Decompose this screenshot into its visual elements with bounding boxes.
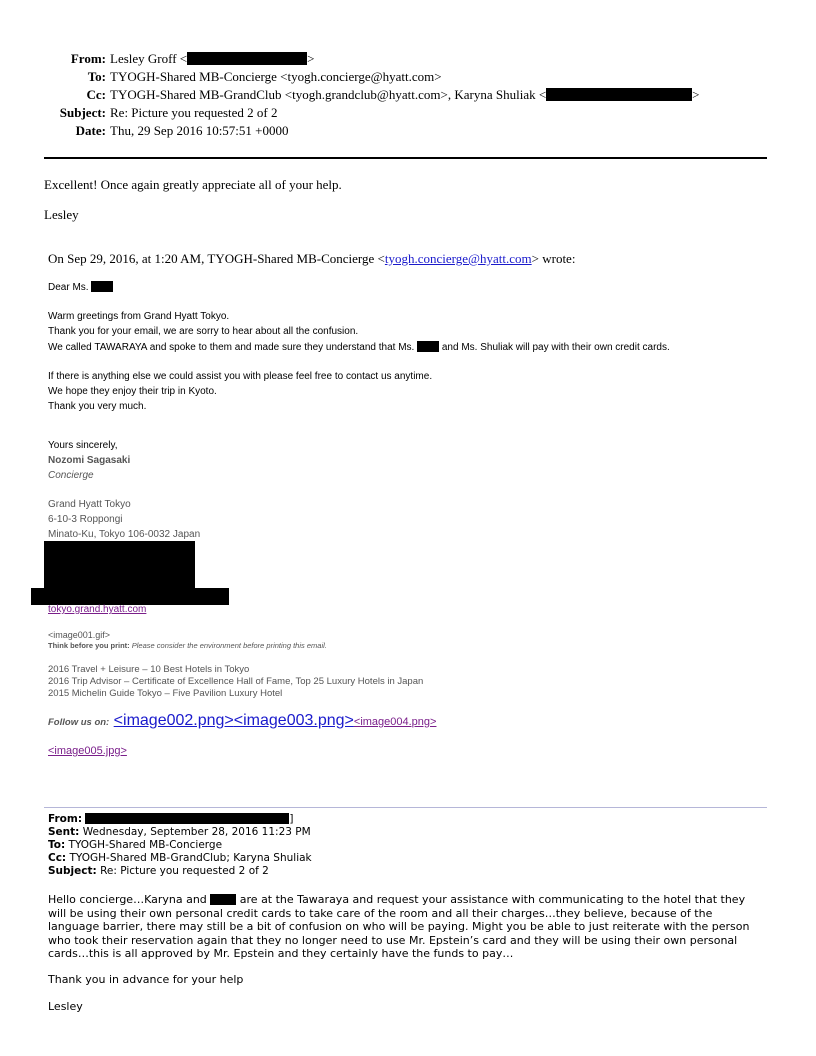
- cc-tail: >: [692, 87, 700, 102]
- quote-p4: If there is anything else we could assist you with please feel free to contact us anytime.: [48, 371, 433, 382]
- hotel-website-link[interactable]: tokyo.grand.hyatt.com: [48, 604, 147, 615]
- closing: Yours sincerely,: [48, 440, 118, 451]
- cc-value-wrap: [110, 86, 700, 104]
- fwd-to-row: [48, 839, 222, 852]
- fwd-body-line-1: [48, 893, 768, 907]
- fwd-body-line-4: who took their reservation again that they no longer need to use Mr. Epstein’s card and they will be using their own personal: [48, 933, 738, 947]
- address-line-3: Minato-Ku, Tokyo 106-0032 Japan: [48, 529, 201, 540]
- award-2: 2016 Trip Advisor – Certificate of Excellence Hall of Fame, Top 25 Luxury Hotels in Japan: [48, 676, 424, 687]
- environment-note-rest: Please consider the environment before printing this email.: [129, 641, 327, 650]
- forward-divider: [44, 807, 767, 808]
- quote-p3: [48, 341, 670, 353]
- reply-text: Excellent! Once again greatly appreciate all of your help.: [44, 177, 342, 192]
- image001-placeholder: <image001.gif>: [48, 630, 111, 640]
- fwd-to-label: To:: [48, 839, 66, 851]
- redaction-block: [31, 588, 229, 605]
- fwd-to-value: TYOGH-Shared MB-Concierge: [68, 839, 223, 851]
- from-value-wrap: [110, 50, 314, 68]
- redaction-box: [85, 813, 289, 824]
- date-label: Date:: [75, 123, 106, 138]
- fwd-subject-value: Re: Picture you requested 2 of 2: [100, 865, 269, 877]
- greeting-text: Dear Ms.: [48, 282, 89, 293]
- quote-p3-post: and Ms. Shuliak will pay with their own credit cards.: [441, 342, 670, 353]
- fwd-body: [48, 893, 768, 961]
- concierge-email-link[interactable]: tyogh.concierge@hyatt.com: [384, 251, 532, 266]
- environment-note-bold: Think before you print:: [48, 641, 130, 650]
- fwd-body-l1-pre: Hello concierge…Karyna and: [48, 893, 207, 906]
- subject-value: Re: Picture you requested 2 of 2: [110, 105, 278, 120]
- redaction-box: [546, 88, 692, 101]
- fwd-signoff: Lesley: [48, 1000, 83, 1013]
- fwd-body-line-2: will be using their own personal credit cards to take care of the room and all their charges…they believe, because of the: [48, 906, 713, 920]
- award-3: 2015 Michelin Guide Tokyo – Five Pavilion Luxury Hotel: [48, 688, 283, 699]
- fwd-subject-label: Subject:: [48, 865, 97, 877]
- fwd-cc-value: TYOGH-Shared MB-GrandClub; Karyna Shuliak: [69, 852, 312, 864]
- quote-p1: Warm greetings from Grand Hyatt Tokyo.: [48, 311, 230, 322]
- quote-p3-pre: We called TAWARAYA and spoke to them and made sure they understand that Ms.: [48, 342, 415, 353]
- redaction-box: [210, 894, 236, 905]
- address-line-1: Grand Hyatt Tokyo: [48, 499, 131, 510]
- fwd-cc-label: Cc:: [48, 852, 67, 864]
- follow-us-row: [48, 712, 436, 730]
- quote-intro: [48, 251, 575, 267]
- environment-note: [48, 641, 327, 650]
- quote-intro-post: > wrote:: [531, 251, 576, 266]
- fwd-thanks: Thank you in advance for your help: [48, 973, 244, 986]
- fwd-body-l1-post: are at the Tawaraya and request your assistance with communicating to the hotel that they: [239, 893, 746, 906]
- from-tail: >: [307, 51, 315, 66]
- award-1: 2016 Travel + Leisure – 10 Best Hotels in Tokyo: [48, 664, 250, 675]
- address-line-2: 6-10-3 Roppongi: [48, 514, 123, 525]
- header-divider: [44, 157, 767, 159]
- redaction-box: [187, 52, 307, 65]
- from-label: From:: [70, 51, 106, 66]
- quote-p5: We hope they enjoy their trip in Kyoto.: [48, 386, 217, 397]
- fwd-sent-label: Sent:: [48, 826, 80, 838]
- fwd-subject-row: [48, 865, 269, 878]
- quote-p6: Thank you very much.: [48, 401, 147, 412]
- reply-signoff: Lesley: [44, 207, 79, 222]
- redaction-block: [44, 541, 195, 590]
- quote-intro-pre: On Sep 29, 2016, at 1:20 AM, TYOGH-Shared MB-Concierge <: [48, 251, 385, 266]
- fwd-from-tail: ]: [289, 813, 294, 825]
- follow-us-label: Follow us on:: [48, 717, 110, 728]
- fwd-sent-value: Wednesday, September 28, 2016 11:23 PM: [82, 826, 311, 838]
- greeting: [48, 281, 113, 293]
- to-label: To:: [87, 69, 106, 84]
- from-value: Lesley Groff <: [110, 51, 188, 66]
- date-value: Thu, 29 Sep 2016 10:57:51 +0000: [110, 123, 289, 138]
- quote-p2: Thank you for your email, we are sorry to hear about all the confusion.: [48, 326, 359, 337]
- image004-link[interactable]: <image004.png>: [353, 716, 437, 728]
- fwd-body-line-3: language barrier, there may still be a bit of confusion on who will be paying. Might you be able to just reiterate with the person: [48, 920, 750, 933]
- image005-link[interactable]: <image005.jpg>: [48, 745, 127, 757]
- redaction-box: [417, 341, 439, 352]
- to-value: TYOGH-Shared MB-Concierge <tyogh.concierge@hyatt.com>: [110, 69, 442, 84]
- fwd-sent-row: [48, 826, 311, 839]
- fwd-from-label: From:: [48, 813, 83, 825]
- subject-label: Subject:: [59, 105, 106, 120]
- image002-link[interactable]: <image002.png>: [113, 712, 234, 729]
- sender-name: Nozomi Sagasaki: [48, 455, 131, 466]
- fwd-from-row: [48, 813, 294, 826]
- fwd-cc-row: [48, 852, 312, 865]
- image003-link[interactable]: <image003.png>: [233, 712, 354, 729]
- cc-value: TYOGH-Shared MB-GrandClub <tyogh.grandclub@hyatt.com>, Karyna Shuliak <: [110, 87, 547, 102]
- fwd-body-line-5: cards…this is all approved by Mr. Epstein and they certainly have the funds to pay…: [48, 947, 514, 960]
- sender-title: Concierge: [48, 470, 94, 481]
- redaction-box: [91, 281, 113, 292]
- cc-label: Cc:: [86, 87, 106, 102]
